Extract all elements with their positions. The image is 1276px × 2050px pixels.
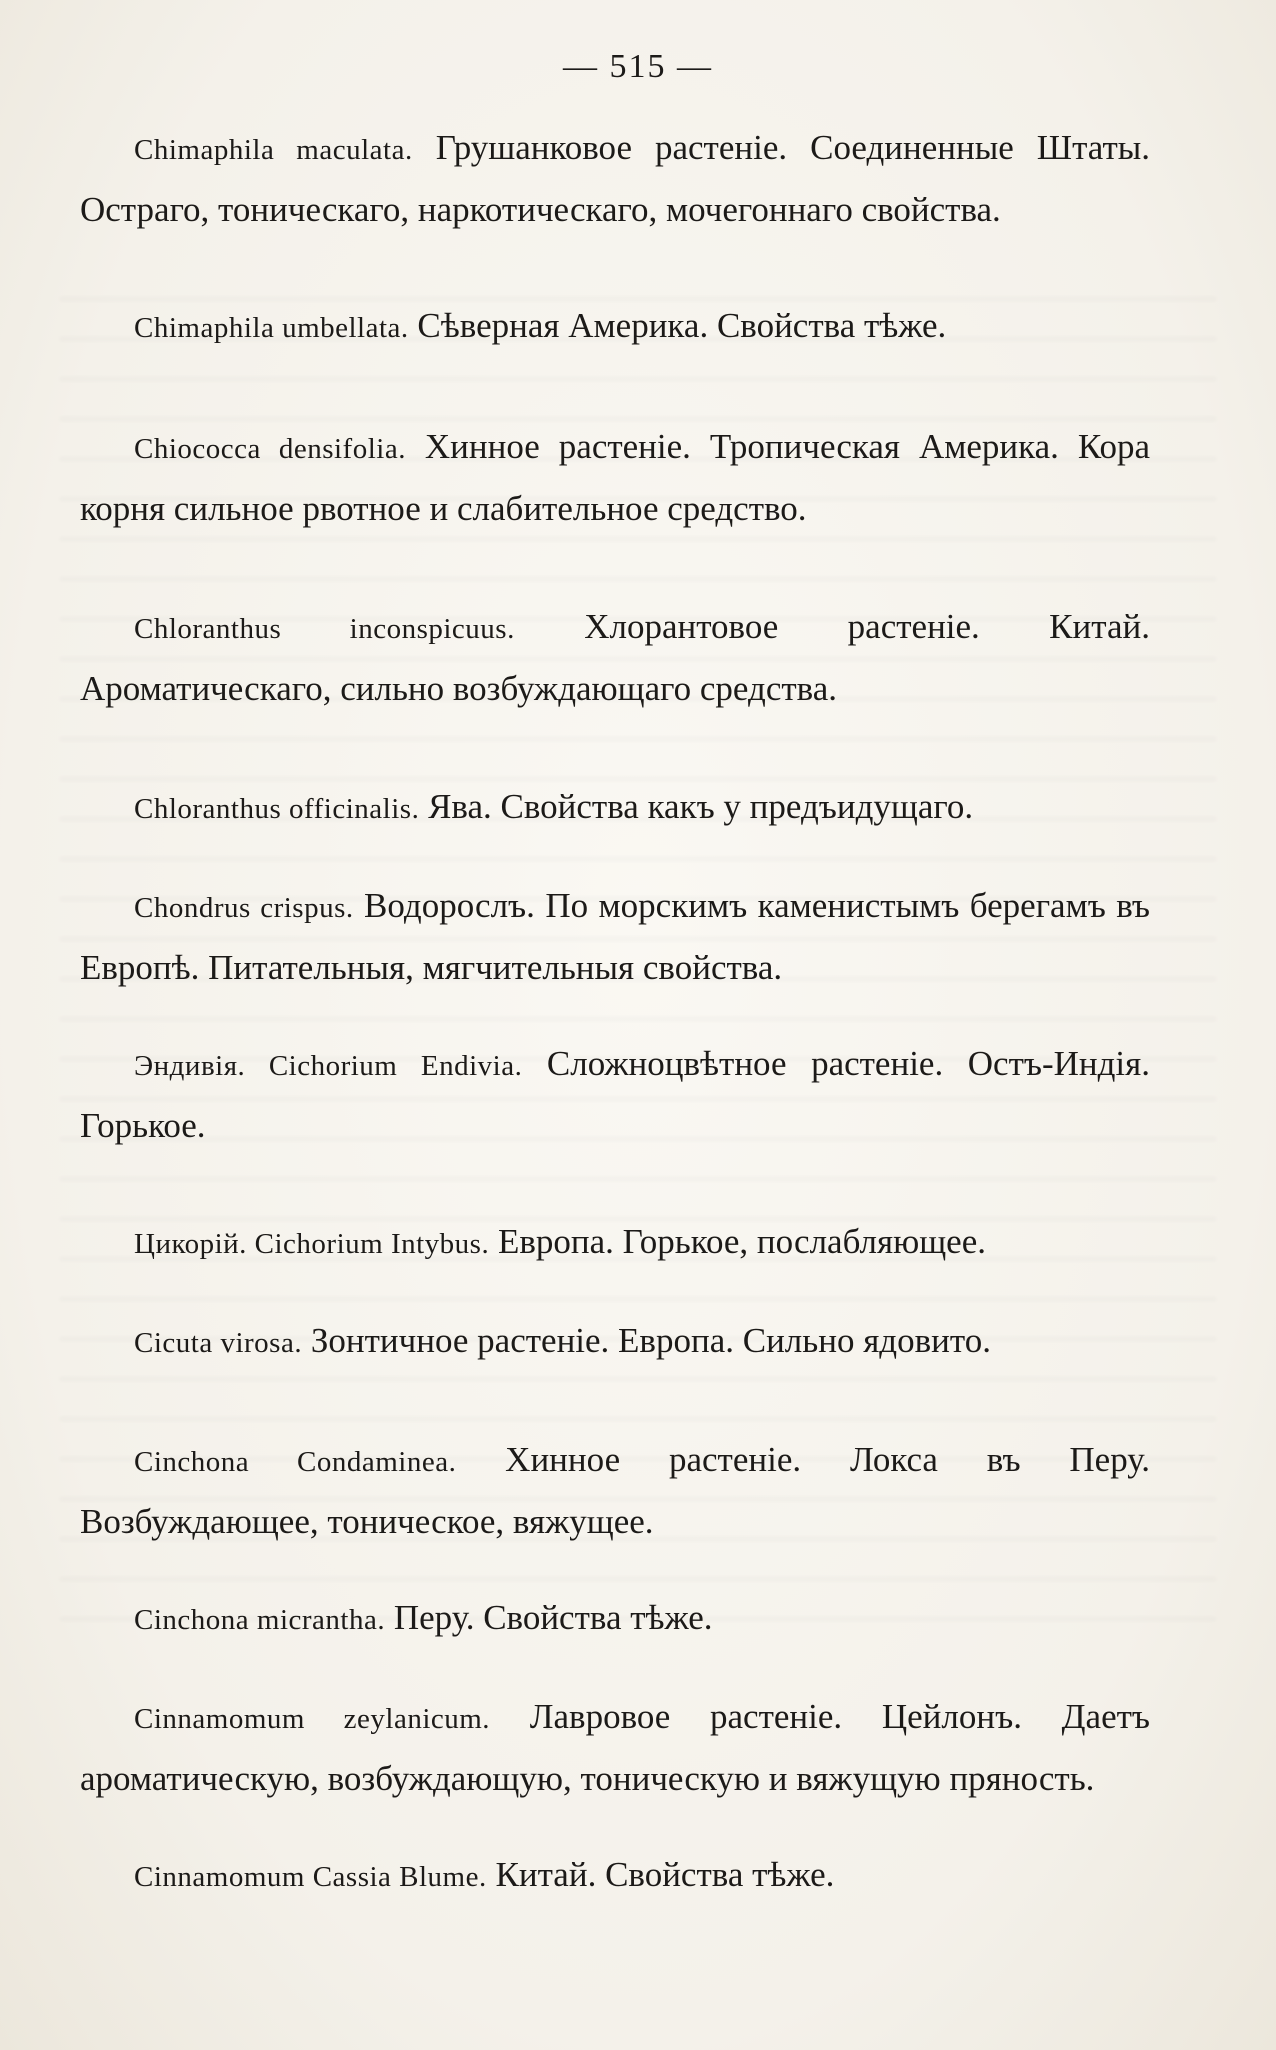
entry	[80, 1311, 1150, 1373]
entry-latin-name: Chimaphila umbellata.	[134, 312, 409, 344]
entry-latin-name: Cinchona Condaminea.	[134, 1446, 457, 1478]
entry-latin-name: Chloranthus officinalis.	[134, 793, 420, 825]
entry-latin-name: Cicuta virosa.	[134, 1327, 303, 1359]
entry-description: Зонтичное растеніе. Европа. Сильно ядовито.	[302, 1321, 991, 1360]
entry-latin-name: Chondrus crispus.	[134, 892, 354, 924]
entry	[80, 296, 1150, 358]
entry-latin-name: Cinnamomum Cassia Blume.	[134, 1861, 487, 1893]
entry-description: Хлорантовое растеніе. Китай. Ароматическаго, сильно возбуждающаго средства.	[80, 607, 1150, 708]
entry-description: Европа. Горькое, послабляющее.	[489, 1222, 986, 1261]
entry-description: Ява. Свойства какъ у предъидущаго.	[419, 787, 974, 826]
entry	[80, 1212, 1150, 1274]
entry	[80, 1845, 1150, 1907]
entry-latin-name: Chimaphila maculata.	[134, 134, 413, 166]
entry	[80, 597, 1150, 718]
entry-description: Водорослъ. По морскимъ каменистымъ берегамъ въ Европѣ. Питательныя, мягчительныя свойства.	[80, 886, 1150, 987]
entry-latin-name: Chloranthus inconspicuus.	[134, 613, 515, 645]
entry-latin-name: Цикорій. Cichorium Intybus.	[134, 1228, 490, 1260]
entry-description: Хинное растеніе. Тропическая Америка. Кора корня сильное рвотное и слабительное средство.	[80, 427, 1151, 528]
entry	[80, 1687, 1150, 1808]
entry-description: Хинное растеніе. Локса въ Перу. Возбуждающее, тоническое, вяжущее.	[80, 1440, 1150, 1541]
entry	[80, 417, 1150, 538]
entry-description: Перу. Свойства тѣже.	[385, 1598, 713, 1637]
entries-list	[80, 118, 1150, 1907]
entry-latin-name: Эндивія. Cichorium Endivia.	[134, 1050, 523, 1082]
entry	[80, 1588, 1150, 1650]
entry-description: Лавровое растеніе. Цейлонъ. Даетъ ароматическую, возбуждающую, тоническую и вяжущую пряность.	[80, 1697, 1150, 1798]
entry	[80, 118, 1150, 239]
entry-description: Китай. Свойства тѣже.	[486, 1855, 835, 1894]
entry	[80, 1430, 1150, 1551]
entry	[80, 1034, 1150, 1155]
entry-description: Сложноцвѣтное растеніе. Остъ-Индія. Горькое.	[80, 1044, 1150, 1145]
entry	[80, 876, 1150, 997]
page-number: — 515 —	[563, 48, 713, 85]
entry-description: Сѣверная Америка. Свойства тѣже.	[408, 306, 947, 345]
entry	[80, 777, 1150, 839]
entry-latin-name: Chiococca densifolia.	[134, 433, 406, 465]
entry-description: Грушанковое растеніе. Соединенные Штаты. Остраго, тоническаго, наркотическаго, мочегоннаго свойства.	[80, 128, 1151, 229]
entry-latin-name: Cinnamomum zeylanicum.	[134, 1703, 491, 1735]
entry-latin-name: Cinchona micrantha.	[134, 1604, 386, 1636]
